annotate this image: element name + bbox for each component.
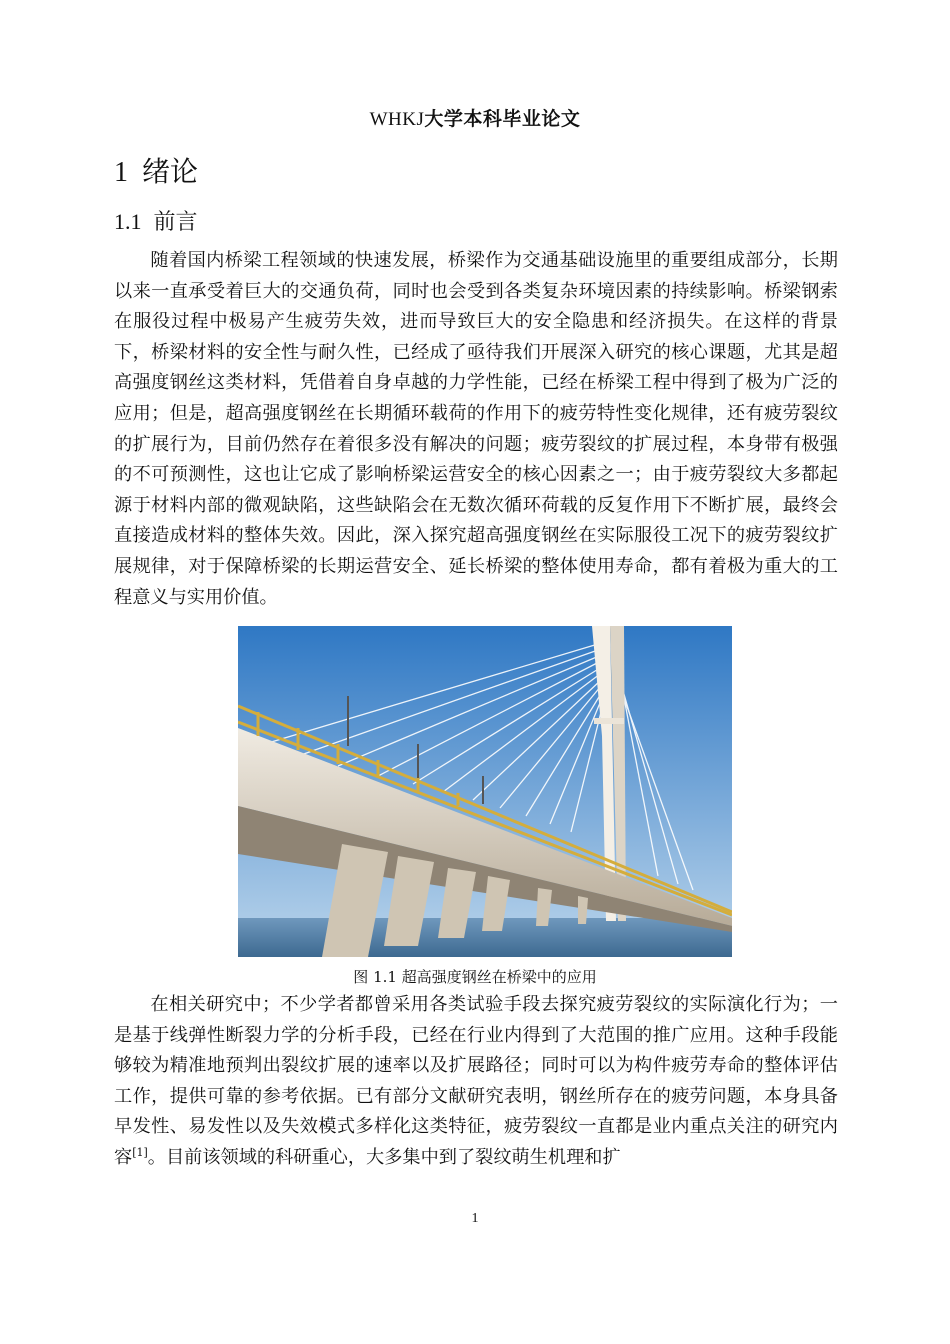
section-number: 1.1 <box>114 209 142 234</box>
bridge-photo <box>238 626 732 957</box>
citation-reference-1[interactable]: [1] <box>132 1145 148 1159</box>
chapter-number: 1 <box>114 157 128 188</box>
paragraph-2-main-text: 在相关研究中；不少学者都曾采用各类试验手段去探究疲劳裂纹的实际演化行为；一是基于线弹性断裂力学的分析手段，已经在行业内得到了大范围的推广应用。这种手段能够较为精准地预判出裂纹扩展的速率以及扩展路径；同时可以为构件疲劳寿命的整体评估工作，提供可靠的参考依据。已有部分文献研究表明，钢丝所存在的疲劳问题，本身具备早发性、易发性以及失效模式多样化这类特征，疲劳裂纹一直都是业内重点关注的研究内容 <box>114 994 838 1168</box>
running-header <box>0 104 950 131</box>
paragraph-2-tail-text: 。目前该领域的科研重心，大多集中到了裂纹萌生机理和扩 <box>147 1146 621 1168</box>
body-paragraph-1: 随着国内桥梁工程领域的快速发展，桥梁作为交通基础设施里的重要组成部分，长期以来一直承受着巨大的交通负荷，同时也会受到各类复杂环境因素的持续影响。桥梁钢索在服役过程中极易产生疲劳失效，进而导致巨大的安全隐患和经济损失。在这样的背景下，桥梁材料的安全性与耐久性，已经成了亟待我们开展深入研究的核心课题，尤其是超高强度钢丝这类材料，凭借着自身卓越的力学性能，已经在桥梁工程中得到了极为广泛的应用；但是，超高强度钢丝在长期循环载荷的作用下的疲劳特性变化规律，还有疲劳裂纹的扩展行为，目前仍然存在着很多没有解决的问题；疲劳裂纹的扩展过程，本身带有极强的不可预测性，这也让它成了影响桥梁运营安全的核心因素之一；由于疲劳裂纹大多都起源于材料内部的微观缺陷，这些缺陷会在无数次循环荷载的反复作用下不断扩展，最终会直接造成材料的整体失效。因此，深入探究超高强度钢丝在实际服役工况下的疲劳裂纹扩展规律，对于保障桥梁的长期运营安全、延长桥梁的整体使用寿命，都有着极为重大的工程意义与实用价值。 <box>114 250 838 608</box>
section-title: 前言 <box>153 210 198 235</box>
header-university-code: WHKJ <box>369 109 425 130</box>
chapter-title: 绪论 <box>142 155 199 188</box>
figure-caption: 图 1.1 超高强度钢丝在桥梁中的应用 <box>353 968 597 986</box>
chapter-heading <box>114 150 198 190</box>
header-thesis-label: 大学本科毕业论文 <box>424 108 581 130</box>
body-paragraph-2 <box>114 990 838 1174</box>
page-number: 1 <box>471 1211 479 1226</box>
section-heading <box>114 205 198 236</box>
